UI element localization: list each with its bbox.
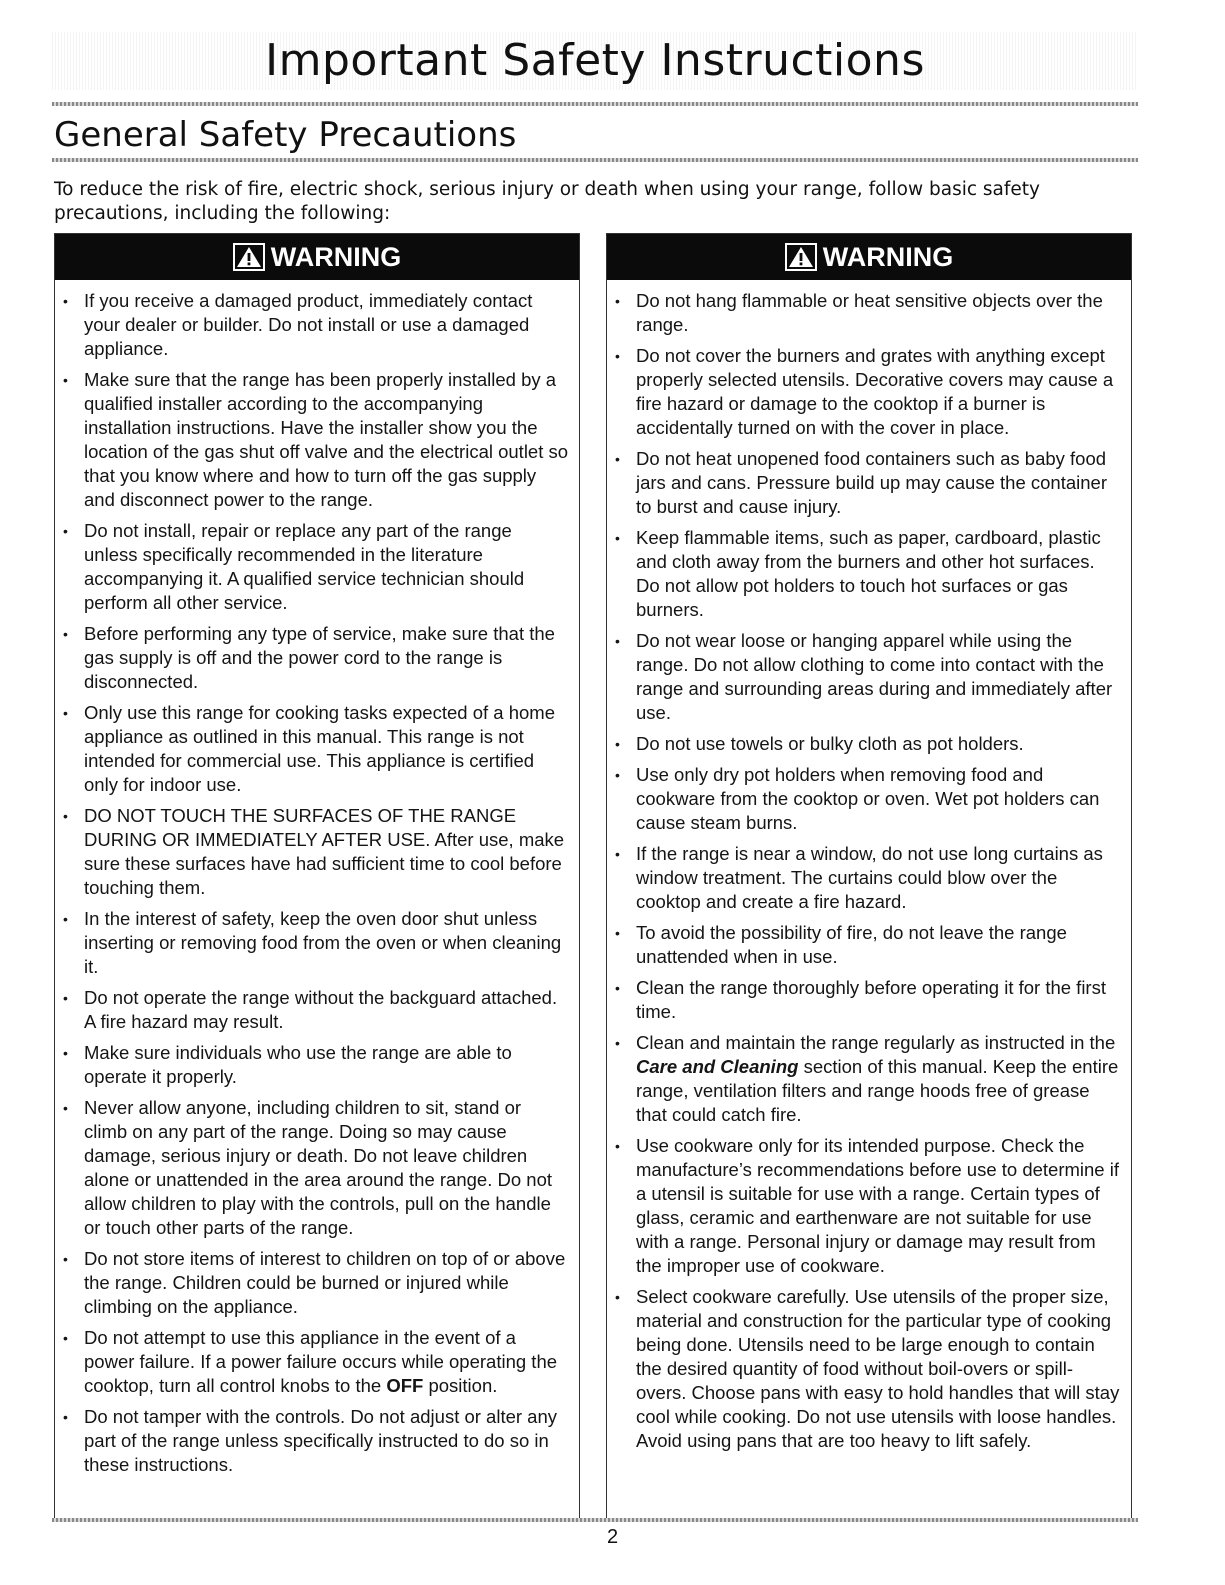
list-item: • Do not use towels or bulky cloth as pot holders. [607, 732, 1121, 756]
list-item: • Do not heat unopened food containers such as baby food jars and cans. Pressure build up may cause the container to burst and cause injury. [607, 447, 1121, 519]
item-text: Clean and maintain the range regularly as instructed in the [636, 1032, 1116, 1053]
list-item: • Do not operate the range without the backguard attached. A fire hazard may result. [55, 986, 569, 1034]
list-item: • Make sure individuals who use the range are able to operate it properly. [55, 1041, 569, 1089]
list-item-care-cleaning [607, 1031, 1121, 1127]
list-item: • Only use this range for cooking tasks expected of a home appliance as outlined in this manual. This range is not intended for commercial use. This appliance is certified only for indoor use. [55, 701, 569, 797]
off-emphasis: OFF [386, 1375, 424, 1396]
list-item: • Use cookware only for its intended purpose. Check the manufacture’s recommendations before use to determine if a utensil is suitable for use with a range. Certain types of glass, ceramic and earthenware are not suitable for use with a range. Personal injury or damage may result from the improper use of cookware. [607, 1134, 1121, 1278]
intro-paragraph: To reduce the risk of fire, electric shock, serious injury or death when using your range, follow basic safety precautions, including the following: [54, 179, 1040, 224]
list-item: • Do not install, repair or replace any part of the range unless specifically recommended in the literature accompanying it. A qualified service technician should perform all other service. [55, 519, 569, 615]
care-cleaning-emphasis: Care and Cleaning [636, 1056, 799, 1077]
warning-header [55, 234, 579, 280]
list-item: • If the range is near a window, do not use long curtains as window treatment. The curtains could blow over the cooktop and create a fire hazard. [607, 842, 1121, 914]
left-bullet-list [55, 280, 579, 1477]
item-text: position. [423, 1375, 498, 1396]
list-item: • DO NOT TOUCH THE SURFACES OF THE RANGE DURING OR IMMEDIATELY AFTER USE. After use, make sure these surfaces have had sufficient time to cool before touching them. [55, 804, 569, 900]
warning-triangle-icon [785, 243, 817, 271]
page-title: Important Safety Instructions [52, 32, 1138, 90]
list-item: • If you receive a damaged product, immediately contact your dealer or builder. Do not install or use a damaged appliance. [55, 289, 569, 361]
list-item: • Use only dry pot holders when removing food and cookware from the cooktop or oven. Wet pot holders can cause steam burns. [607, 763, 1121, 835]
list-item: • Before performing any type of service, make sure that the gas supply is off and the power cord to the range is disconnected. [55, 622, 569, 694]
section-divider [52, 158, 1138, 162]
item-text: section of this manual. Keep the entire range, ventilation filters and range hoods free of grease that could catch fire. [636, 1056, 1119, 1125]
item-text: Do not attempt to use this appliance in the event of a power failure. If a power failure occurs while operating the cooktop, turn all control knobs to the [84, 1327, 558, 1396]
page-number: 2 [606, 1526, 619, 1548]
list-item: • Never allow anyone, including children to sit, stand or climb on any part of the range. Doing so may cause damage, serious injury or death. Do not leave children alone or unattended in the area around the range. Do not allow children to play with the controls, pull on the handle or touch other parts of the range. [55, 1096, 569, 1240]
warning-header [607, 234, 1131, 280]
list-item: • Do not wear loose or hanging apparel while using the range. Do not allow clothing to come into contact with the range and surrounding areas during and immediately after use. [607, 629, 1121, 725]
list-item: • Select cookware carefully. Use utensils of the proper size, material and construction for the particular type of cooking being done. Utensils need to be large enough to contain the desired quantity of food without boil-overs or spill-overs. Choose pans with easy to hold handles that will stay cool while cooking. Do not use utensils with loose handles. Avoid using pans that are too heavy to lift safely. [607, 1285, 1121, 1453]
list-item: • In the interest of safety, keep the oven door shut unless inserting or removing food from the oven or when cleaning it. [55, 907, 569, 979]
right-bullet-list [607, 280, 1131, 1453]
warning-triangle-icon [233, 243, 265, 271]
list-item: • Keep flammable items, such as paper, cardboard, plastic and cloth away from the burners and other hot surfaces. Do not allow pot holders to touch hot surfaces or gas burners. [607, 526, 1121, 622]
list-item: • Do not tamper with the controls. Do not adjust or alter any part of the range unless specifically instructed to do so in these instructions. [55, 1405, 569, 1477]
list-item-power-failure [55, 1326, 569, 1398]
warning-label: WARNING [822, 241, 954, 272]
warning-label: WARNING [270, 241, 402, 272]
list-item: • Clean the range thoroughly before operating it for the first time. [607, 976, 1121, 1024]
list-item: • Do not hang flammable or heat sensitive objects over the range. [607, 289, 1121, 337]
header-divider [52, 102, 1138, 106]
list-item: • Do not cover the burners and grates with anything except properly selected utensils. Decorative covers may cause a fire hazard or damage to the cooktop if a burner is accidentally turned on with the cover in place. [607, 344, 1121, 440]
right-warning-box [606, 233, 1132, 1521]
list-item: • Do not store items of interest to children on top of or above the range. Children could be burned or injured while climbing on the appliance. [55, 1247, 569, 1319]
list-item: • Make sure that the range has been properly installed by a qualified installer according to the accompanying installation instructions. Have the installer show you the location of the gas shut off valve and the electrical outlet so that you know where and how to turn off the gas supply and disconnect power to the range. [55, 368, 569, 512]
section-title: General Safety Precautions [54, 115, 517, 155]
list-item: • To avoid the possibility of fire, do not leave the range unattended when in use. [607, 921, 1121, 969]
footer-divider [52, 1518, 1138, 1522]
left-warning-box [54, 233, 580, 1521]
